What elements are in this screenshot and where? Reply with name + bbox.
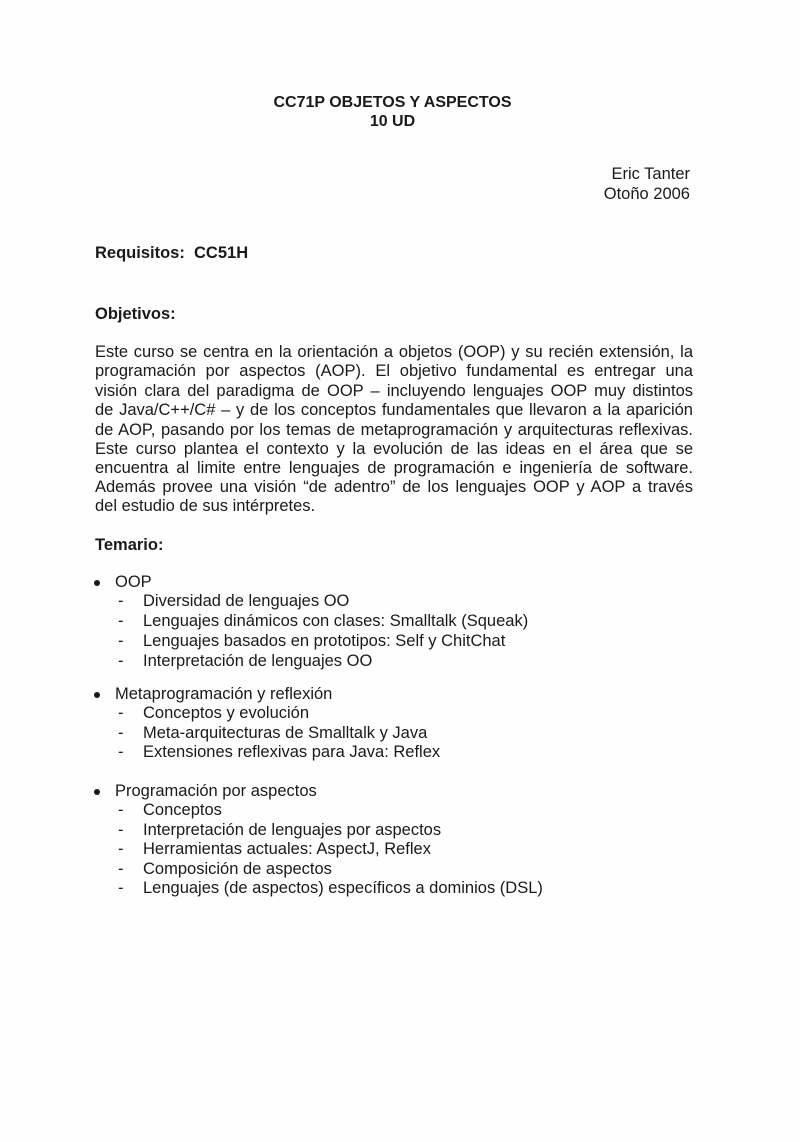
subtopic-label: Conceptos (143, 801, 222, 819)
topic-bullet (94, 781, 317, 801)
dash-icon: - (118, 612, 124, 630)
dash-icon: - (118, 724, 124, 742)
paragraph-line: de Java/C++/C# – y de los conceptos fundamentales que llevaron a la aparición (95, 401, 693, 419)
topic-title: Metaprogramación y reflexión (115, 685, 333, 703)
subtopic-label: Interpretación de lenguajes OO (143, 652, 373, 670)
subtopic-item (118, 820, 441, 840)
subtopic-label: Lenguajes basados en prototipos: Self y ChitChat (143, 632, 506, 650)
dash-icon: - (118, 801, 124, 819)
paragraph-line: del estudio de sus intérpretes. (95, 497, 316, 515)
dash-icon: - (118, 632, 124, 650)
subtopic-label: Conceptos y evolución (143, 704, 310, 722)
subtopic-label: Herramientas actuales: AspectJ, Reflex (143, 840, 431, 858)
subtopic-item (118, 611, 528, 631)
requisitos-value: CC51H (194, 244, 249, 262)
subtopic-item (118, 800, 222, 820)
course-title: CC71P OBJETOS Y ASPECTOS (273, 94, 512, 111)
paragraph-line: encuentra al limite entre lenguajes de programación e ingeniería de software. (95, 459, 693, 477)
dash-icon: - (118, 743, 124, 761)
subtopic-label: Meta-arquitecturas de Smalltalk y Java (143, 724, 428, 742)
topic-title: Programación por aspectos (115, 782, 317, 800)
subtopic-label: Diversidad de lenguajes OO (143, 592, 350, 610)
paragraph-line: visión clara del paradigma de OOP – incluyendo lenguajes OOP muy distintos (95, 382, 693, 400)
subtopic-label: Interpretación de lenguajes por aspectos (143, 821, 442, 839)
temario-heading: Temario: (95, 536, 164, 554)
subtopic-item (118, 723, 427, 743)
subtopic-item (118, 631, 505, 651)
subtopic-item (118, 591, 349, 611)
requisitos-label: Requisitos: (95, 244, 185, 262)
bullet-icon (94, 580, 100, 586)
subtopic-item (118, 878, 543, 898)
paragraph-line: Este curso se centra en la orientación a objetos (OOP) y su recién extensión, la (95, 343, 693, 361)
topic-bullet (94, 684, 332, 704)
subtopic-label: Lenguajes (de aspectos) específicos a dominios (DSL) (143, 879, 543, 897)
subtopic-label: Lenguajes dinámicos con clases: Smalltalk (Squeak) (143, 612, 529, 630)
paragraph-line: Además provee una visión “de adentro” de los lenguajes OOP y AOP a través (95, 478, 693, 496)
subtopic-item (118, 859, 332, 879)
bullet-icon (94, 789, 100, 795)
dash-icon: - (118, 704, 124, 722)
subtopic-item (118, 651, 372, 671)
subtopic-item (118, 742, 440, 762)
requisitos (95, 243, 248, 263)
term: Otoño 2006 (603, 185, 690, 203)
bullet-icon (94, 692, 100, 698)
paragraph-line: programación por aspectos (AOP). El objetivo fundamental es entregar una (95, 362, 693, 380)
paragraph-line: de AOP, pasando por los temas de metaprogramación y arquitecturas reflexivas. (95, 421, 693, 439)
dash-icon: - (118, 840, 124, 858)
topic-title: OOP (115, 573, 152, 591)
dash-icon: - (118, 652, 124, 670)
dash-icon: - (118, 592, 124, 610)
dash-icon: - (118, 879, 124, 897)
objetivos-heading: Objetivos: (95, 305, 176, 323)
dash-icon: - (118, 821, 124, 839)
subtopic-item (118, 839, 431, 859)
topic-bullet (94, 572, 152, 592)
subtopic-label: Extensiones reflexivas para Java: Reflex (143, 743, 441, 761)
dash-icon: - (118, 860, 124, 878)
paragraph-line: Este curso plantea el contexto y la evolución de las ideas en el área que se (95, 440, 693, 458)
author: Eric Tanter (611, 165, 690, 183)
subtopic-item (118, 703, 309, 723)
subtopic-label: Composición de aspectos (143, 860, 332, 878)
course-credits: 10 UD (369, 113, 416, 130)
